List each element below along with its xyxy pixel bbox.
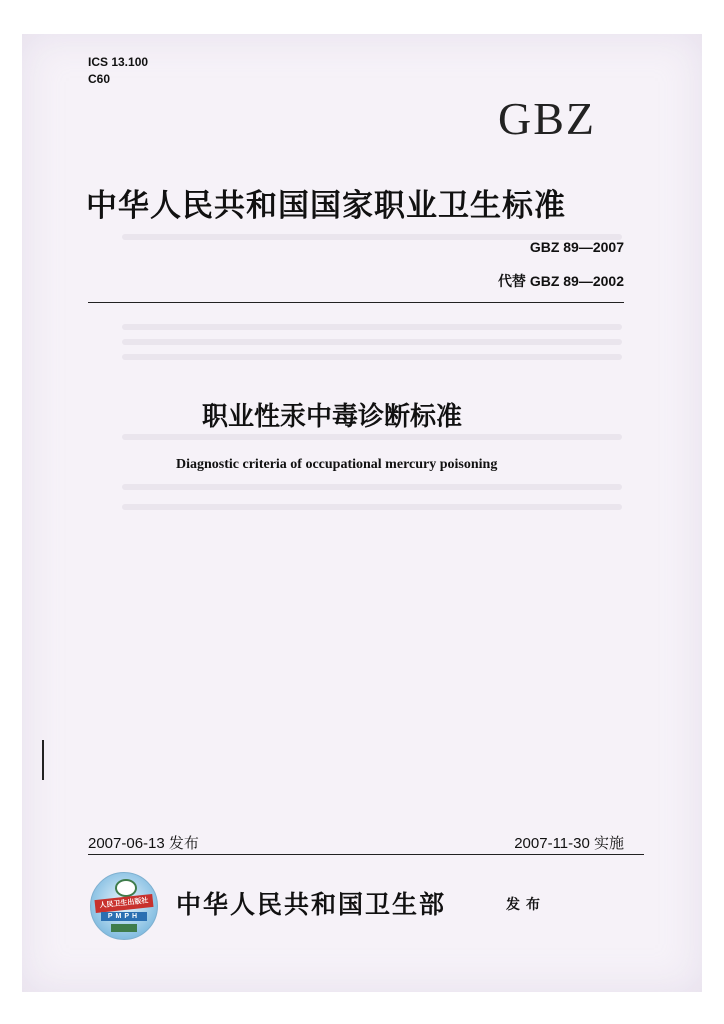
implementation-date: 2007-11-30 实施 (514, 835, 624, 852)
bleed-through-line (122, 339, 622, 345)
classification-code: C60 (88, 72, 111, 86)
seal-abbrev: PMPH (101, 912, 147, 921)
seal-emblem-icon (115, 879, 137, 897)
ics-block (88, 54, 148, 88)
bleed-through-line (122, 234, 622, 240)
standard-category-title: 中华人民共和国国家职业卫生标准 (86, 188, 566, 224)
seal-text: 人民卫生出版社 (94, 894, 153, 913)
standard-number: GBZ 89—2007 (529, 239, 624, 255)
document-page (22, 34, 702, 992)
footer-divider (88, 854, 644, 855)
document-title-en: Diagnostic criteria of occupational mercury poisoning (176, 457, 498, 472)
header-divider (88, 302, 624, 303)
seal-foot (111, 924, 137, 932)
scan-edge-mark (42, 740, 44, 780)
bleed-through-line (122, 324, 622, 330)
bleed-through-line (122, 484, 622, 490)
bleed-through-line (122, 504, 622, 510)
publish-label: 发布 (506, 897, 546, 913)
document-title-cn: 职业性汞中毒诊断标准 (201, 402, 462, 432)
issue-date: 2007-06-13 发布 (88, 835, 199, 852)
replaces-standard: 代替 GBZ 89—2002 (497, 273, 624, 289)
gbz-logo: GBZ (498, 93, 596, 144)
bleed-through-line (122, 354, 622, 360)
ics-code: ICS 13.100 (88, 55, 149, 69)
publisher-name: 中华人民共和国卫生部 (176, 890, 447, 919)
bleed-through-line (122, 434, 622, 440)
publisher-seal-icon (90, 872, 158, 940)
